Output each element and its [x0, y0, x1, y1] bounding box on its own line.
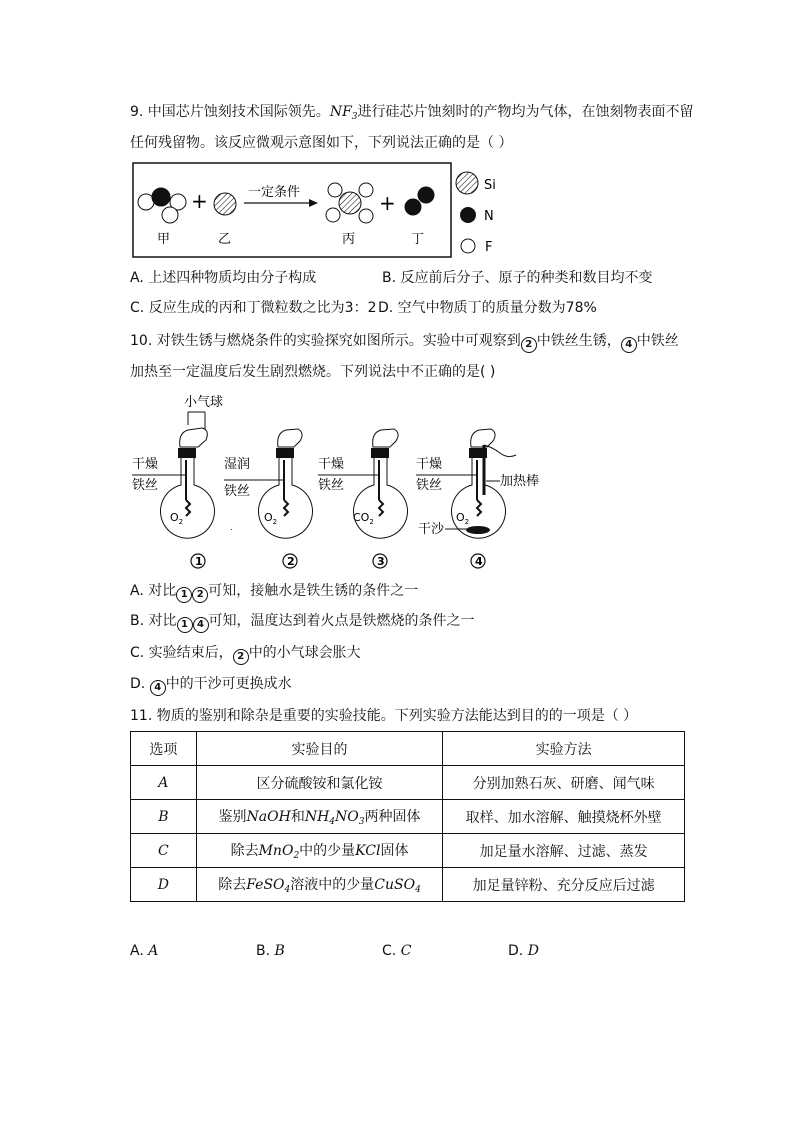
q11-stem: 11. 物质的鉴别和除杂是重要的实验技能。下列实验方法能达到目的的一项是（ ） — [130, 708, 638, 724]
q11-table — [130, 731, 685, 902]
answer-value: C — [400, 943, 412, 959]
svg-text:铁丝: 铁丝 — [318, 478, 345, 493]
flask-3 — [353, 429, 408, 538]
cell-text: 除去 — [218, 877, 247, 893]
formula-sub: 3 — [358, 817, 365, 827]
molecule-bing — [326, 183, 373, 223]
circle-num: 1 — [177, 617, 193, 633]
label-bing: 丙 — [342, 232, 356, 247]
q10-stem-line2: 加热至一定温度后发生剧烈燃烧。下列说法中不正确的是( ) — [130, 364, 496, 380]
table-header-row — [131, 732, 685, 766]
svg-text:.: . — [230, 523, 233, 532]
svg-text:O2: $O_2$ — [456, 511, 470, 526]
formula: KCl — [355, 843, 381, 859]
q11-answer-b[interactable] — [256, 941, 285, 961]
row-method: 取样、加水溶解、触摸烧杯外壁 — [443, 800, 685, 834]
legend-si-icon — [456, 172, 478, 194]
formula: NO — [335, 809, 359, 825]
row-method: 加足量水溶解、过滤、蒸发 — [443, 834, 685, 868]
svg-text:O2: $O_2$ — [264, 511, 278, 526]
formula-sub: 4 — [284, 885, 291, 895]
q10-text-a: 10. 对铁生锈与燃烧条件的实验探究如图所示。实验中可观察到 — [130, 333, 521, 349]
answer-value: D — [527, 943, 539, 959]
opt-text: 可知，温度达到着火点是铁燃烧的条件之一 — [208, 613, 475, 629]
formula-sub: 4 — [329, 817, 336, 827]
row-goal — [196, 834, 443, 868]
row-method: 加足量锌粉、充分反应后过滤 — [443, 868, 685, 902]
table-row — [131, 834, 685, 868]
fig-numbers — [191, 554, 485, 568]
svg-text:O2: $O_2$ — [170, 511, 184, 526]
svg-text:干燥: 干燥 — [318, 457, 345, 472]
label-jia: 甲 — [157, 232, 171, 247]
q10-text-b: 中铁丝生锈， — [536, 333, 621, 349]
answer-label: D. — [508, 943, 524, 959]
label-yi: 乙 — [218, 232, 232, 247]
q10-stem-line1 — [130, 331, 679, 353]
plus-sign-2: + — [379, 191, 396, 215]
q9-stem-line1 — [130, 102, 694, 127]
q10-option-b[interactable] — [130, 611, 475, 633]
row-option: B — [131, 800, 197, 834]
plus-sign-1: + — [191, 189, 208, 213]
legend-n-icon — [460, 207, 476, 223]
formula: MnO — [258, 843, 294, 859]
legend-si: Si — [484, 178, 496, 193]
molecule-ding — [405, 187, 435, 216]
cell-text: 两种固体 — [364, 809, 421, 825]
circle-num: 2 — [233, 649, 249, 665]
q9-option-a[interactable]: A. 上述四种物质均由分子构成 — [130, 270, 317, 286]
answer-label: B. — [256, 943, 271, 959]
circle-num: 4 — [150, 680, 166, 696]
svg-text:干燥: 干燥 — [132, 457, 159, 472]
q9-reaction-diagram — [0, 160, 794, 260]
row-option: C — [131, 834, 197, 868]
answer-value: A — [148, 943, 159, 959]
q10-option-c[interactable] — [130, 643, 361, 665]
circle-num: 2 — [192, 587, 208, 603]
atom-yi — [214, 193, 236, 215]
q9-stem-text-b: 进行硅芯片蚀刻时的产物均为气体，在蚀刻物表面不留 — [357, 104, 694, 120]
svg-text:1: 1 — [195, 555, 203, 568]
formula: NH — [304, 809, 330, 825]
opt-text: A. 对比 — [130, 583, 177, 599]
opt-text: 可知，接触水是铁生锈的条件之一 — [208, 583, 419, 599]
answer-value: B — [274, 943, 285, 959]
formula-sub: 4 — [415, 885, 421, 895]
formula: FeSO — [246, 877, 285, 893]
svg-text:3: 3 — [377, 555, 385, 568]
circle-num: 1 — [176, 587, 192, 603]
opt-text: 中的干沙可更换成水 — [165, 676, 292, 692]
opt-text: 中的小气球会胀大 — [248, 645, 361, 661]
flask-2 — [258, 429, 312, 538]
cell-text: 除去 — [230, 843, 259, 859]
legend-n: N — [484, 209, 494, 224]
q9-option-c[interactable]: C. 反应生成的丙和丁微粒数之比为3：2 — [130, 300, 377, 316]
circle-num: 4 — [621, 337, 637, 353]
balloon-label: 小气球 — [184, 395, 224, 410]
q10-text-c: 中铁丝 — [636, 333, 679, 349]
header-method: 实验方法 — [443, 732, 685, 766]
label-ding: 丁 — [411, 232, 425, 247]
circle-num: 4 — [193, 617, 209, 633]
cell-text: 固体 — [380, 843, 409, 859]
cell-text: 和 — [290, 809, 305, 825]
q9-option-d[interactable]: D. 空气中物质丁的质量分数为78% — [378, 300, 597, 316]
svg-text:干燥: 干燥 — [416, 457, 443, 472]
header-goal: 实验目的 — [196, 732, 443, 766]
row-option: D — [131, 868, 197, 902]
condition-label: 一定条件 — [248, 185, 301, 200]
circle-num: 2 — [521, 337, 537, 353]
header-option: 选项 — [131, 732, 197, 766]
q11-answer-c[interactable] — [382, 941, 411, 961]
svg-text:铁丝: 铁丝 — [224, 484, 251, 499]
q10-option-d[interactable] — [130, 674, 292, 696]
answer-label: A. — [130, 943, 144, 959]
opt-text: D. — [130, 676, 150, 692]
sand-label: 干沙 — [418, 522, 445, 537]
cell-text: 溶液中的少量 — [290, 877, 375, 893]
svg-text:铁丝: 铁丝 — [132, 478, 159, 493]
q11-answer-d[interactable] — [508, 941, 539, 961]
legend-f: F — [485, 240, 493, 255]
heater-label: 加热棒 — [500, 474, 540, 489]
q10-experiment-figure — [0, 385, 794, 575]
svg-text:2: 2 — [287, 555, 295, 568]
row-goal — [196, 868, 443, 902]
q9-stem-text-a: 9. 中国芯片蚀刻技术国际领先。 — [130, 104, 330, 120]
opt-text: C. 实验结束后， — [130, 645, 233, 661]
formula-sub: 3 — [351, 112, 358, 122]
q10-option-a[interactable] — [130, 581, 418, 603]
molecule-jia — [138, 188, 186, 223]
table-row — [131, 766, 685, 800]
svg-text:湿润: 湿润 — [224, 457, 251, 472]
q9-stem-line2: 任何残留物。该反应微观示意图如下，下列说法正确的是（ ） — [130, 135, 513, 151]
row-goal — [196, 800, 443, 834]
svg-text:CO2: $CO_2$ — [353, 511, 374, 526]
q9-option-b[interactable]: B. 反应前后分子、原子的种类和数目均不变 — [382, 270, 653, 286]
formula-sub: 2 — [293, 851, 300, 861]
table-row — [131, 800, 685, 834]
legend-f-icon — [461, 239, 475, 253]
row-option: A — [131, 766, 197, 800]
answer-label: C. — [382, 943, 397, 959]
row-goal: 区分硫酸铵和氯化铵 — [196, 766, 443, 800]
formula-nf3: NF — [329, 104, 352, 120]
svg-text:4: 4 — [475, 555, 483, 568]
row-method: 分别加熟石灰、研磨、闻气味 — [443, 766, 685, 800]
flask-1 — [161, 428, 215, 538]
svg-text:铁丝: 铁丝 — [416, 478, 443, 493]
cell-text: 中的少量 — [299, 843, 356, 859]
q11-answer-a[interactable] — [130, 941, 158, 961]
formula: CuSO — [374, 877, 416, 893]
formula: NaOH — [246, 809, 291, 825]
table-row — [131, 868, 685, 902]
opt-text: B. 对比 — [130, 613, 177, 629]
cell-text: 鉴别 — [218, 809, 247, 825]
